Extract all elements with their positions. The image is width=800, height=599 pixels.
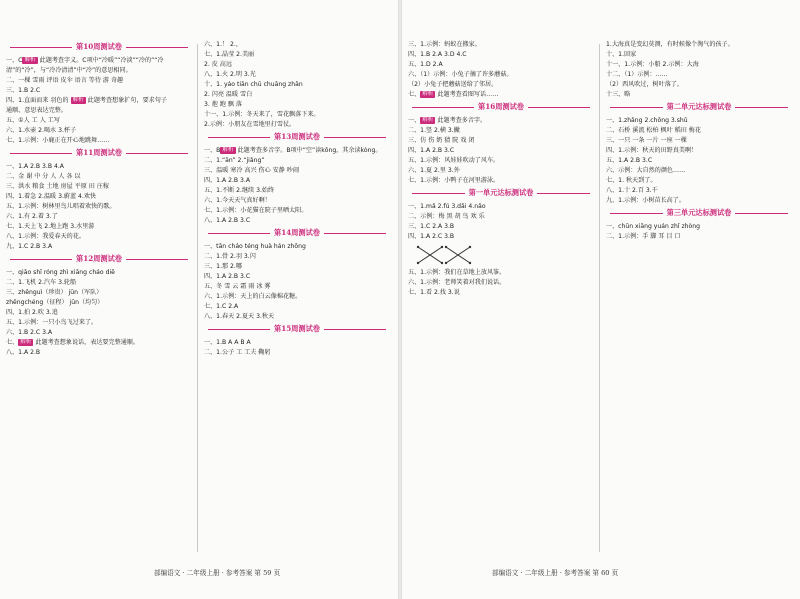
answer-line: 四、1.直面而来 羽色的 解析 此题考查想象扩句，要求句子 bbox=[6, 97, 167, 104]
answer-line: 八、1.示例：我爱春天的花。 bbox=[6, 233, 85, 240]
heading-rule bbox=[208, 329, 270, 330]
section-heading bbox=[408, 101, 594, 113]
matching-dot bbox=[441, 246, 443, 248]
answer-line: 七、1.示例：小鸭子在河里游泳。 bbox=[408, 177, 500, 184]
answer-line: 六、（1）示例：小兔子摘了许多蘑菇。 bbox=[408, 71, 513, 78]
answer-line: 一、1.mǎ 2.fú 3.dǎi 4.nǎo bbox=[408, 203, 486, 210]
matching-lines-diagram bbox=[414, 244, 474, 266]
answer-line: 三、一只 一条 一片 一座 一棵 bbox=[606, 137, 687, 144]
answer-line: 七、1.晶莹 2.美丽 bbox=[204, 51, 255, 58]
answer-line: 一、1.B A A B A bbox=[204, 339, 251, 346]
answer-line: 七、 解析 此题考查看图写话…… bbox=[408, 91, 499, 98]
answer-line: 2. 闪亮 温暖 雪白 bbox=[204, 91, 253, 98]
heading-rule bbox=[735, 213, 788, 214]
answer-line: 七、 解析 此题考查想象说话，表达要完整通顺。 bbox=[6, 339, 139, 346]
answer-line: 五、1.示例：一只小鸟飞过来了。 bbox=[6, 319, 98, 326]
answer-line: 二、1.骨 2.羽 3.闪 bbox=[204, 253, 256, 260]
answer-line: 二、1.“ān” 2.“jiǎng” bbox=[204, 157, 265, 164]
answer-line: 通顺、意思表达完整。 bbox=[6, 107, 67, 114]
answer-line: 三、1.那 2.哪 bbox=[204, 263, 242, 270]
section-heading bbox=[408, 187, 594, 199]
section-heading bbox=[6, 147, 192, 159]
section-heading bbox=[204, 227, 390, 239]
answer-line: 六、1.水壶 2.喝水 3.杯子 bbox=[6, 127, 77, 134]
heading-rule bbox=[208, 137, 270, 138]
answer-line: 五、①人 工 人 工写 bbox=[6, 117, 60, 124]
answer-line: 二、示例：梅 黑 胡 鸟 欢 乐 bbox=[408, 213, 485, 220]
section-heading bbox=[6, 253, 192, 265]
answer-line: 一、1.A 2.B 3.B 4.A bbox=[6, 163, 64, 170]
heading-rule bbox=[537, 193, 590, 194]
heading-rule bbox=[412, 107, 474, 108]
heading-rule bbox=[324, 329, 386, 330]
answer-line: （2）小兔子把蘑菇送给了邻居。 bbox=[408, 81, 498, 88]
page-footer-right: 部编语文 · 二年级上册 · 参考答案 第 60 页 bbox=[492, 569, 619, 577]
answer-line: 六、1.示例：老师笑着对我们说话。 bbox=[408, 279, 506, 286]
answer-line: 六、示例：大自然的颜色…… bbox=[606, 167, 686, 174]
heading-rule bbox=[208, 233, 270, 234]
left-column-1 bbox=[6, 40, 192, 560]
answer-line: 七、1.C 2.A bbox=[204, 303, 239, 310]
answer-line: 八、1.A 2.B 3.C bbox=[204, 217, 251, 224]
analysis-tag: 解析 bbox=[222, 147, 234, 153]
page-right bbox=[402, 0, 800, 599]
answer-line: 五、冬 雪 云 霜 雨 冰 雾 bbox=[204, 283, 271, 290]
answer-line: 二、1.飞机 2.汽车 3.轮船 bbox=[6, 279, 77, 286]
page-footer-left: 部编语文 · 二年级上册 · 参考答案 第 59 页 bbox=[154, 569, 281, 577]
heading-rule bbox=[324, 233, 386, 234]
answer-line: 二、1.竖 2.横 3.撇 bbox=[408, 127, 460, 134]
answer-line: 七、1.看 2.找 3.说 bbox=[408, 289, 460, 296]
answer-line: 四、1.A 2.B 3.C bbox=[204, 273, 251, 280]
column-divider bbox=[599, 44, 600, 552]
heading-rule bbox=[610, 213, 663, 214]
answer-line: 七、1.示例：小花猫在院子里晒太阳。 bbox=[204, 207, 308, 214]
answer-line: 七、1. 秋天到了。 bbox=[606, 177, 657, 184]
column-divider bbox=[197, 44, 198, 552]
answer-line: （2）西风吹过，树叶落了。 bbox=[606, 81, 684, 88]
heading-rule bbox=[412, 193, 465, 194]
answer-line: 清”的“冷”，与“冷冷清清”中“冷”的意思相同。 bbox=[6, 67, 132, 74]
section-heading-text: 第13周测试卷 bbox=[274, 132, 320, 141]
matching-dot bbox=[445, 246, 447, 248]
answer-line: 2. 皮 高远 bbox=[204, 61, 232, 68]
section-heading bbox=[606, 101, 792, 113]
section-heading-text: 第10周测试卷 bbox=[76, 42, 122, 51]
heading-rule bbox=[735, 107, 788, 108]
section-heading-text: 第二单元达标测试卷 bbox=[666, 102, 732, 111]
heading-rule bbox=[10, 47, 72, 48]
answer-line: zhēngchéng（征程） jūn（均匀） bbox=[6, 299, 104, 306]
section-heading-text: 第三单元达标测试卷 bbox=[666, 208, 732, 217]
heading-rule bbox=[126, 47, 188, 48]
answer-line: 八、1.A 2.B bbox=[6, 349, 41, 356]
answer-line: 一、C 解析 此题考查字义。C项中“冷暖”“冷淡”“冷的”“冷 bbox=[6, 57, 164, 64]
answer-line: 二、石桥 溪流 松柏 枫叶 稻田 梅花 bbox=[606, 127, 701, 134]
answer-line: 九、1.示例：小树苗长高了。 bbox=[606, 197, 685, 204]
answer-line: 四、1.B 2.A 3.D 4.C bbox=[408, 51, 467, 58]
matching-dot bbox=[469, 262, 471, 264]
answer-line: 五、1.D 2.A bbox=[408, 61, 443, 68]
answer-line: 五、1.示例：树林里鸟儿唱着欢快的歌。 bbox=[6, 203, 116, 210]
heading-rule bbox=[10, 259, 72, 260]
answer-line: 十、1.回家 bbox=[606, 51, 637, 58]
section-heading-text: 第15周测试卷 bbox=[274, 324, 320, 333]
answer-line: 五、1.不断 2.继续 3.始终 bbox=[204, 187, 275, 194]
answer-line: 3. 抱 跑 飘 落 bbox=[204, 101, 242, 108]
section-heading-text: 第一单元达标测试卷 bbox=[468, 188, 534, 197]
analysis-tag: 解析 bbox=[72, 97, 84, 103]
answer-line: 八、1.火 2.明 3.光 bbox=[204, 71, 256, 78]
matching-dot bbox=[441, 262, 443, 264]
page-left bbox=[0, 0, 398, 599]
answer-line: 十一、1.示例：冬天来了，雪花飘落下来。 bbox=[204, 111, 320, 118]
answer-line: 三、洪水 粮食 土地 房屋 平原 田 庄稼 bbox=[6, 183, 110, 190]
matching-dot bbox=[417, 246, 419, 248]
answer-line: 七、1.示例：小鹿正在开心地跳舞…… bbox=[6, 137, 110, 144]
analysis-tag: 解析 bbox=[24, 57, 36, 63]
section-heading bbox=[204, 131, 390, 143]
answer-line: 三、1.C 2.A 3.B bbox=[408, 223, 455, 230]
heading-rule bbox=[610, 107, 663, 108]
section-heading-text: 第14周测试卷 bbox=[274, 228, 320, 237]
answer-line: 二、一棵 雪雨 评语 皮伞 语言 等待 游 奇趣 bbox=[6, 77, 124, 84]
heading-rule bbox=[126, 153, 188, 154]
matching-dot bbox=[417, 262, 419, 264]
heading-rule bbox=[528, 107, 590, 108]
answer-line: 四、1.A 2.B 3.A bbox=[204, 177, 251, 184]
left-column-2 bbox=[204, 40, 390, 560]
heading-rule bbox=[10, 153, 72, 154]
section-heading bbox=[606, 207, 792, 219]
answer-line: 八、1.十 2.百 3.千 bbox=[606, 187, 658, 194]
answer-line: 二、1.示例：手 脚 耳 目 口 bbox=[606, 233, 681, 240]
answer-line: 四、1.拍 2.吹 3.追 bbox=[6, 309, 58, 316]
answer-line: 四、1.示例：秋天的田野真美啊！ bbox=[606, 147, 698, 154]
answer-line: 二、金 谢 中 分 人 人 各 以 bbox=[6, 173, 81, 180]
answer-line: 一、B 解析 此题考查多音字。B项中“空”读kōng，其余读kòng。 bbox=[204, 147, 382, 154]
answer-line: 三、仿 伤 奶 猜 院 戏 闭 bbox=[408, 137, 475, 144]
matching-dot bbox=[445, 262, 447, 264]
answer-line: 十二、（1）示例：…… bbox=[606, 71, 668, 78]
answer-line: 一、 解析 此题考查多音字。 bbox=[408, 117, 487, 124]
answer-line: 三、zhēnguì（珍贵） jūn（军队） bbox=[6, 289, 103, 296]
section-heading bbox=[6, 41, 192, 53]
answer-line: 1.大海真是变幻莫测，有时候像个淘气的孩子。 bbox=[606, 41, 734, 48]
answer-line: 六、1.今天天气真好啊！ bbox=[204, 197, 271, 204]
section-heading bbox=[204, 323, 390, 335]
right-column-2 bbox=[606, 40, 792, 560]
answer-line: 六、1.B 2.C 3.A bbox=[6, 329, 53, 336]
answer-line: 六、1.有 2.着 3.了 bbox=[6, 213, 58, 220]
answer-line: 七、1.天上飞 2.地上跑 3.水里游 bbox=[6, 223, 95, 230]
analysis-tag: 解析 bbox=[20, 339, 32, 345]
answer-line: 三、温暖 寒冷 高兴 伤心 安静 吵闹 bbox=[204, 167, 299, 174]
right-column-1 bbox=[408, 40, 594, 560]
answer-line: 六、1.示例：天上的白云像棉花糖。 bbox=[204, 293, 302, 300]
answer-line: 三、1.B 2.C bbox=[6, 87, 41, 94]
answer-line: 五、1.A 2.B 3.C bbox=[606, 157, 653, 164]
answer-line: 一、tān cháo téng huà hán zhōng bbox=[204, 243, 306, 250]
analysis-tag: 解析 bbox=[422, 91, 434, 97]
heading-rule bbox=[126, 259, 188, 260]
answer-line: 八、1.春天 2.夏天 3.秋天 bbox=[204, 313, 275, 320]
matching-dot bbox=[469, 246, 471, 248]
answer-line: 一、qiāo shī róng zhì xiāng cháo diē bbox=[6, 269, 115, 276]
answer-line: 一、1.zhǎng 2.chōng 3.shǔ bbox=[606, 117, 688, 124]
section-heading-text: 第12周测试卷 bbox=[76, 254, 122, 263]
answer-line: 四、1.着急 2.温暖 3.蔚蓝 4.欢快 bbox=[6, 193, 97, 200]
answer-line: 一、chūn xiāng yuán zhǐ zhòng bbox=[606, 223, 700, 230]
answer-line: 六、1.！ 2.， bbox=[204, 41, 242, 48]
answer-line: 四、1.A 2.C 3.B bbox=[408, 233, 455, 240]
answer-line: 九、1.C 2.B 3.A bbox=[6, 243, 53, 250]
heading-rule bbox=[324, 137, 386, 138]
answer-line: 六、1.夏 2.里 3.外 bbox=[408, 167, 460, 174]
analysis-tag: 解析 bbox=[422, 117, 434, 123]
answer-line: 二、1.公子 工 工夫 鞠躬 bbox=[204, 349, 271, 356]
section-heading-text: 第16周测试卷 bbox=[478, 102, 524, 111]
answer-line: 十一、1.示例：小船 2.示例：大海 bbox=[606, 61, 699, 68]
answer-line: 四、1.A 2.B 3.C bbox=[408, 147, 455, 154]
answer-line: 2.示例：小朋友在雪地里打雪仗。 bbox=[204, 121, 296, 128]
answer-line: 十三、略 bbox=[606, 91, 631, 98]
answer-line: 十、1. yáo tiān chū chuāng zhān bbox=[204, 81, 303, 88]
answer-line: 五、1.示例：风娃娃吹动了风车。 bbox=[408, 157, 500, 164]
section-heading-text: 第11周测试卷 bbox=[76, 148, 122, 157]
answer-line: 五、1.示例：我们在草地上放风筝。 bbox=[408, 269, 506, 276]
answer-line: 三、1.示例：蚂蚁在搬家。 bbox=[408, 41, 481, 48]
